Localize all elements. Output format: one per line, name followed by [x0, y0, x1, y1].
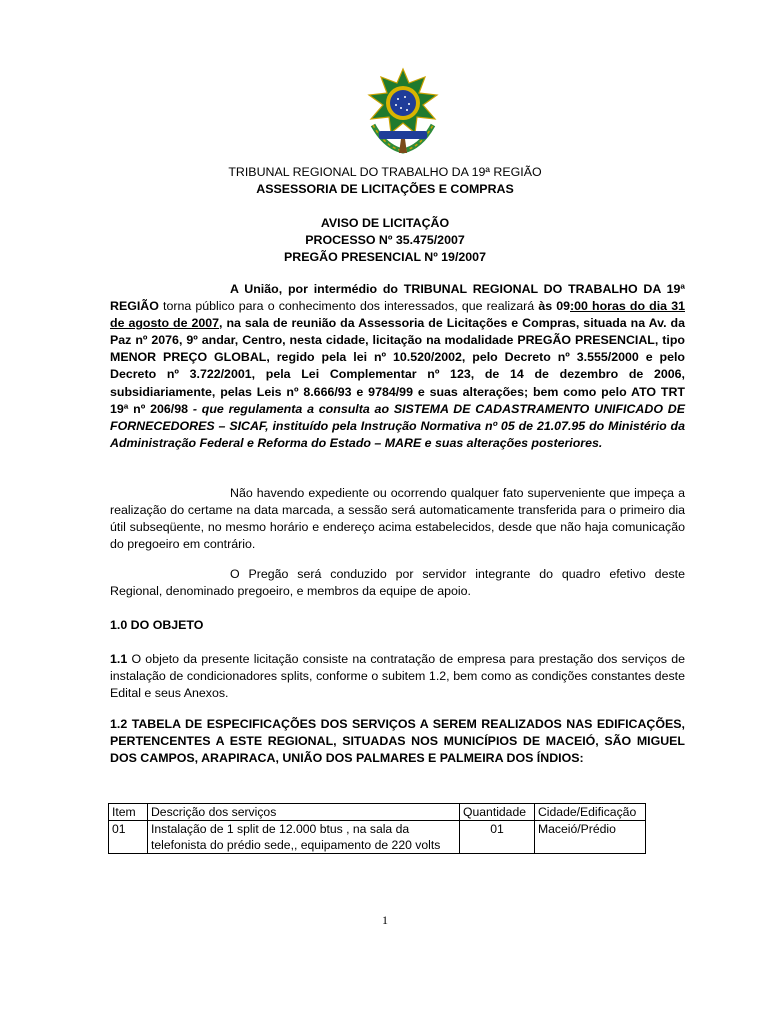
- intro-date: :00 horas do dia 31 de agosto de 2007: [110, 299, 685, 331]
- cell-quantity: 01: [460, 821, 535, 854]
- table-header-row: [109, 804, 646, 821]
- postponement-paragraph: Não havendo expediente ou ocorrendo qualquer fato superveniente que impeça a realização do certame na data marcada, a sessão será automaticamente transferida para o primeiro dia útil subseqüente, no mesmo horário e endereço acima estabelecidos, desde que não haja comunicação do pregoeiro em contrário.: [110, 486, 685, 552]
- notice-title: AVISO DE LICITAÇÃO: [320, 216, 450, 230]
- col-header-item: Item: [109, 804, 148, 821]
- intro-regulation: - que regulamenta a consulta ao SISTEMA DE CADASTRAMENTO UNIFICADO DE FORNECEDORES – SICAF, instituído pela Instrução Normativa nº 05 de 21.07.95 do Ministério da Administração Federal e Reforma do Estado – MARE e suas alterações posteriores.: [110, 401, 685, 450]
- page-number: 1: [382, 913, 388, 927]
- col-header-description: Descrição dos serviços: [148, 804, 460, 821]
- object-item-number: 1.1: [110, 652, 128, 666]
- table-row: [109, 821, 646, 854]
- process-number: PROCESSO Nº 35.475/2007: [305, 233, 465, 247]
- court-name: TRIBUNAL REGIONAL DO TRABALHO DA 19ª REGIÃO: [228, 165, 542, 179]
- intro-opening: A União, por intermédio do TRIBUNAL REGIONAL DO TRABALHO DA 19ª REGIÃO: [110, 282, 685, 314]
- department-name: ASSESSORIA DE LICITAÇÕES E COMPRAS: [256, 182, 514, 196]
- intro-text: torna público para o conhecimento dos interessados, que realizará: [158, 299, 539, 314]
- intro-time: às 09: [538, 299, 571, 314]
- cell-description: Instalação de 1 split de 12.000 btus , na sala da telefonista do prédio sede,, equipamento de 220 volts: [148, 821, 460, 854]
- conductor-paragraph: O Pregão será conduzido por servidor integrante do quadro efetivo deste Regional, denominado pregoeiro, e membros da equipe de apoio.: [110, 567, 685, 599]
- intro-details: , na sala de reunião da Assessoria de Licitações e Compras, situada na Av. da Paz nº 2076, 9º andar, Centro, nesta cidade, licitação na modalidade PREGÃO PRESENCIAL, tipo MENOR PREÇO GLOBAL, regido pela lei nº 10.520/2002, pelo Decreto nº 3.555/2000 e pelo Decreto nº 3.722/2001, pela Lei Complementar nº 123, de 14 de dezembro de 2006, subsidiariamente, pelas Leis nº 8.666/93 e 9784/99 e suas alterações; bem como pelo ATO TRT 19ª nº 206/98: [110, 316, 685, 416]
- intro-paragraph: [110, 281, 685, 452]
- cell-city: Maceió/Prédio: [535, 821, 646, 854]
- cell-item: 01: [109, 821, 148, 854]
- object-paragraph: [110, 651, 685, 702]
- table-heading: 1.2 TABELA DE ESPECIFICAÇÕES DOS SERVIÇOS A SEREM REALIZADOS NAS EDIFICAÇÕES, PERTENCENTES A ESTE REGIONAL, SITUADAS NOS MUNICÍPIOS DE MACEIÓ, SÃO MIGUEL DOS CAMPOS, ARAPIRACA, UNIÃO DOS PALMARES E PALMEIRA DOS ÍNDIOS:: [110, 717, 685, 766]
- col-header-city: Cidade/Edificação: [535, 804, 646, 821]
- object-item-text: O objeto da presente licitação consiste na contratação de empresa para prestação dos serviços de instalação de condicionadores splits, conforme o subitem 1.2, bem como as condições constantes deste Edital e seus Anexos.: [110, 652, 685, 701]
- section-heading-object: 1.0 DO OBJETO: [110, 618, 204, 632]
- auction-number: PREGÃO PRESENCIAL Nº 19/2007: [284, 250, 486, 264]
- brazil-coat-of-arms-seal: [365, 67, 441, 155]
- services-table: [108, 803, 646, 854]
- col-header-quantity: Quantidade: [460, 804, 535, 821]
